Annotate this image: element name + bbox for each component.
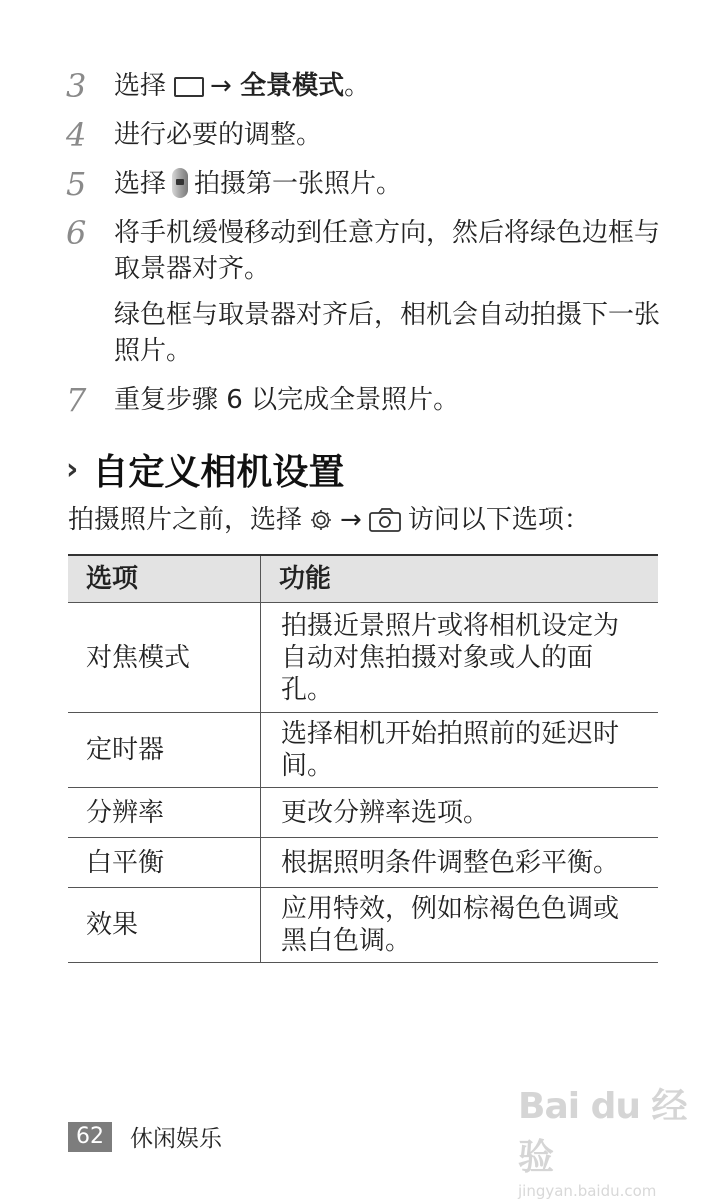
shutter-icon [172,168,188,198]
step-number: 6 [66,214,87,252]
step-number: 7 [66,381,87,419]
column-header-function: 功能 [261,555,659,603]
step-3 [66,68,666,104]
step-4 [66,117,666,153]
step-text: 进行必要的调整。 [114,120,323,150]
option-cell: 分辨率 [68,788,261,838]
intro-text: 拍摄照片之前，选择 [68,505,303,535]
punct: 。 [344,71,371,101]
step-text: 拍摄第一张照片。 [194,169,403,199]
step-number: 3 [66,67,87,105]
page-footer [68,1120,222,1153]
watermark-url: jingyan.baidu.com [518,1182,657,1200]
watermark [518,1078,688,1200]
gear-icon [308,507,334,533]
chevron-right-icon: › [66,452,79,487]
step-6 [66,215,666,369]
step-text: 选择 [114,71,167,101]
column-header-option: 选项 [68,555,261,603]
table-row [68,603,658,713]
footer-section-name: 休闲娱乐 [130,1126,222,1152]
intro-text: 访问以下选项： [407,505,590,535]
function-cell: 选择相机开始拍照前的延迟时间。 [261,713,659,788]
option-cell: 白平衡 [68,838,261,888]
option-cell: 定时器 [68,713,261,788]
step-text: 选择 [114,169,167,199]
page-number: 62 [68,1122,112,1152]
step-text: 将手机缓慢移动到任意方向，然后将绿色边框与取景器对齐。 [114,218,661,284]
section-intro [68,502,590,538]
table-row [68,788,658,838]
arrow: → [210,71,232,101]
table-row [68,713,658,788]
step-note: 绿色框与取景器对齐后，相机会自动拍摄下一张照片。 [114,300,661,366]
function-cell: 拍摄近景照片或将相机设定为自动对焦拍摄对象或人的面孔。 [261,603,659,713]
function-cell: 更改分辨率选项。 [261,788,659,838]
step-5 [66,166,666,202]
table-row [68,838,658,888]
function-cell: 应用特效，例如棕褐色色调或黑白色调。 [261,888,659,963]
section-title: 自定义相机设置 [92,452,345,493]
step-number: 4 [66,116,87,154]
step-number: 5 [66,165,87,203]
steps-list [66,68,666,431]
mode-name: 全景模式 [240,71,345,101]
option-cell: 对焦模式 [68,603,261,713]
table-row [68,888,658,963]
camera-icon [368,507,402,533]
table-header-row [68,555,658,603]
step-7 [66,382,666,418]
function-cell: 根据照明条件调整色彩平衡。 [261,838,659,888]
section-heading [66,444,344,495]
options-table [68,554,658,963]
option-cell: 效果 [68,888,261,963]
mode-icon [174,77,204,97]
step-text: 重复步骤 6 以完成全景照片。 [114,385,460,415]
watermark-logo: Bai du 经验 [518,1086,687,1178]
arrow: → [340,505,362,535]
